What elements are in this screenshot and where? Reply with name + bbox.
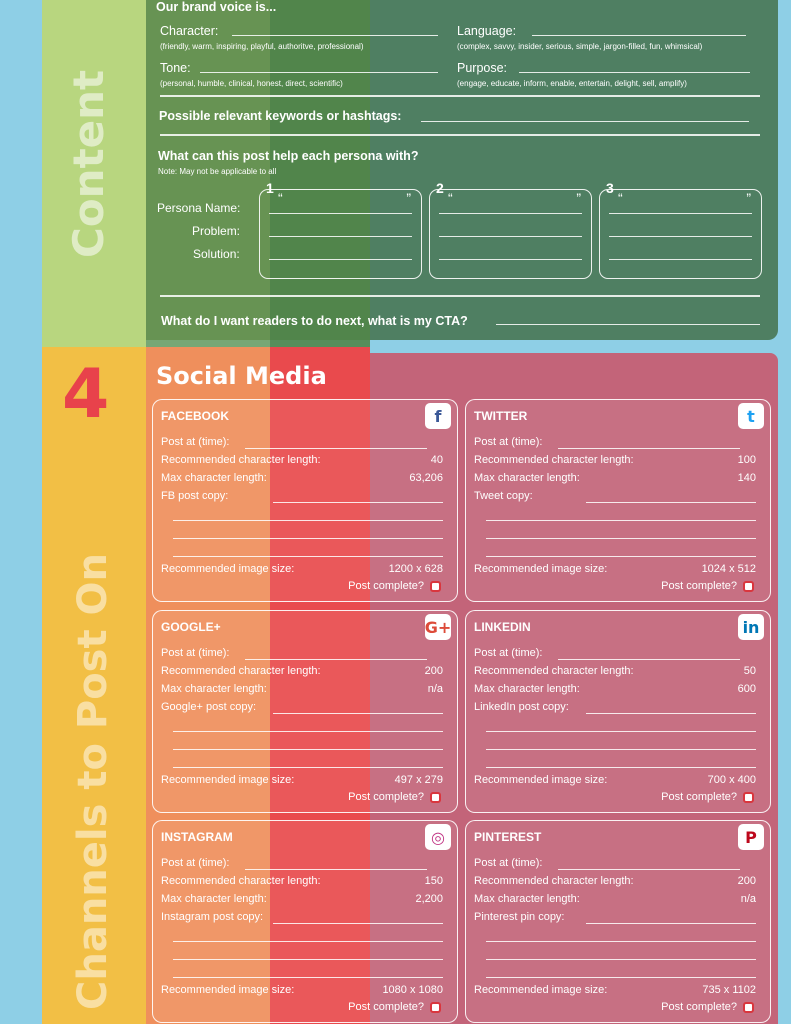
image-size-row-label: Recommended image size: xyxy=(161,563,295,575)
post-copy-row xyxy=(161,701,443,713)
divider xyxy=(160,95,760,97)
post-copy-field[interactable] xyxy=(173,731,443,732)
post-copy-row xyxy=(161,490,443,502)
max-length-row-value: 2,200 xyxy=(415,893,443,905)
recommended-length-row xyxy=(474,454,756,466)
channel-name: FACEBOOK xyxy=(161,409,230,423)
max-length-row xyxy=(161,893,443,905)
image-size-row-label: Recommended image size: xyxy=(474,984,608,996)
max-length-row-value: 140 xyxy=(737,472,756,484)
language-label: Language: xyxy=(457,24,517,38)
max-length-row-label: Max character length: xyxy=(474,683,580,695)
post-complete-checkbox[interactable] xyxy=(430,792,441,803)
image-size-row xyxy=(161,563,443,575)
max-length-row-label: Max character length: xyxy=(474,472,580,484)
image-size-row-value: 497 x 279 xyxy=(394,774,443,786)
google-plus-icon: G+ xyxy=(425,614,451,640)
image-size-row-value: 735 x 1102 xyxy=(702,984,756,996)
channel-name: LINKEDIN xyxy=(474,620,531,634)
post-copy-field[interactable] xyxy=(486,941,756,942)
recommended-length-row-value: 100 xyxy=(737,454,756,466)
post-copy-row-label: Instagram post copy: xyxy=(161,911,264,923)
purpose-label: Purpose: xyxy=(457,61,508,75)
max-length-row xyxy=(474,683,756,695)
social-card-instagram xyxy=(152,820,458,1023)
max-length-row-label: Max character length: xyxy=(474,893,580,905)
twitter-icon: t xyxy=(738,403,764,429)
divider xyxy=(160,134,760,136)
image-size-row xyxy=(474,774,756,786)
persona-card[interactable] xyxy=(429,180,592,279)
post-time-field[interactable] xyxy=(245,869,427,870)
character-field[interactable] xyxy=(232,35,438,36)
post-copy-field[interactable] xyxy=(486,731,756,732)
post-copy-row-label: Google+ post copy: xyxy=(161,701,257,713)
post-copy-field[interactable] xyxy=(486,749,756,750)
persona-heading: What can this post help each persona with? xyxy=(158,149,419,163)
social-card-twitter xyxy=(465,399,771,602)
max-length-row-value: n/a xyxy=(427,683,443,695)
pinterest-icon: P xyxy=(738,824,764,850)
post-copy-field[interactable] xyxy=(173,520,443,521)
open-quote: “ xyxy=(618,190,623,206)
post-time-field[interactable] xyxy=(245,448,427,449)
keywords-label: Possible relevant keywords or hashtags: xyxy=(159,109,402,123)
recommended-length-row xyxy=(161,875,443,887)
language-field[interactable] xyxy=(532,35,746,36)
post-complete xyxy=(661,791,754,803)
recommended-length-row-value: 150 xyxy=(424,875,443,887)
recommended-length-row-label: Recommended character length: xyxy=(161,665,321,677)
post-copy-row xyxy=(474,911,756,923)
post-at-row xyxy=(161,857,443,869)
post-copy-field[interactable] xyxy=(173,538,443,539)
tone-label: Tone: xyxy=(160,61,191,75)
post-at-row xyxy=(161,436,443,448)
tone-field[interactable] xyxy=(200,72,438,73)
persona-field[interactable] xyxy=(609,259,752,260)
cta-label: What do I want readers to do next, what is my CTA? xyxy=(161,314,468,328)
cta-field[interactable] xyxy=(496,324,760,325)
purpose-hint: (engage, educate, inform, enable, entertain, delight, sell, amplify) xyxy=(457,79,687,88)
post-at-row-label: Post at (time): xyxy=(161,857,230,869)
open-quote: “ xyxy=(278,190,283,206)
language-hint: (complex, savvy, insider, serious, simple, jargon-filled, fun, whimsical) xyxy=(457,42,703,51)
max-length-row-value: 600 xyxy=(737,683,756,695)
post-copy-field[interactable] xyxy=(586,713,756,714)
image-size-row-value: 700 x 400 xyxy=(707,774,756,786)
image-size-row-label: Recommended image size: xyxy=(161,984,295,996)
persona-field[interactable] xyxy=(269,213,412,214)
max-length-row-value: n/a xyxy=(740,893,756,905)
post-time-field[interactable] xyxy=(558,869,740,870)
post-copy-field[interactable] xyxy=(486,959,756,960)
close-quote: ” xyxy=(576,190,581,206)
post-copy-row-label: LinkedIn post copy: xyxy=(474,701,569,713)
post-copy-row-label: Pinterest pin copy: xyxy=(474,911,565,923)
post-at-row-label: Post at (time): xyxy=(161,647,230,659)
image-size-row xyxy=(474,984,756,996)
persona-number: 1 xyxy=(266,180,274,196)
post-copy-row xyxy=(474,490,756,502)
post-copy-field[interactable] xyxy=(486,767,756,768)
social-card-pinterest xyxy=(465,820,771,1023)
persona-field[interactable] xyxy=(609,236,752,237)
post-at-row xyxy=(474,647,756,659)
post-at-row-label: Post at (time): xyxy=(474,857,543,869)
post-complete-label: Post complete? xyxy=(348,580,424,592)
image-size-row-label: Recommended image size: xyxy=(474,774,608,786)
post-complete-label: Post complete? xyxy=(661,580,737,592)
persona-number: 2 xyxy=(436,180,444,196)
image-size-row-value: 1200 x 628 xyxy=(388,563,443,575)
recommended-length-row xyxy=(474,875,756,887)
post-complete xyxy=(348,580,441,592)
max-length-row-value: 63,206 xyxy=(409,472,443,484)
post-copy-field[interactable] xyxy=(173,767,443,768)
post-copy-field[interactable] xyxy=(486,556,756,557)
post-at-row xyxy=(474,857,756,869)
persona-field[interactable] xyxy=(269,236,412,237)
problem-label: Problem: xyxy=(192,224,241,238)
post-copy-field[interactable] xyxy=(273,502,443,503)
post-complete-label: Post complete? xyxy=(661,791,737,803)
persona-name-label: Persona Name: xyxy=(157,201,241,215)
post-time-field[interactable] xyxy=(558,659,740,660)
post-copy-field[interactable] xyxy=(173,941,443,942)
sky-left-strip xyxy=(0,0,42,1024)
post-copy-field[interactable] xyxy=(586,502,756,503)
post-copy-field[interactable] xyxy=(173,749,443,750)
linkedin-icon: in xyxy=(738,614,764,640)
image-size-row xyxy=(474,563,756,575)
social-card-facebook xyxy=(152,399,458,602)
post-complete-checkbox[interactable] xyxy=(743,792,754,803)
persona-card[interactable] xyxy=(599,180,762,279)
recommended-length-row-label: Recommended character length: xyxy=(161,454,321,466)
post-complete-label: Post complete? xyxy=(661,1001,737,1013)
post-copy-field[interactable] xyxy=(486,977,756,978)
post-time-field[interactable] xyxy=(245,659,427,660)
post-at-row xyxy=(161,647,443,659)
persona-field[interactable] xyxy=(609,213,752,214)
post-copy-field[interactable] xyxy=(273,923,443,924)
instagram-icon: ◎ xyxy=(425,824,451,850)
character-hint: (friendly, warm, inspiring, playful, authoritve, professional) xyxy=(160,42,364,51)
image-size-row-value: 1024 x 512 xyxy=(701,563,756,575)
post-complete-label: Post complete? xyxy=(348,1001,424,1013)
recommended-length-row-label: Recommended character length: xyxy=(161,875,321,887)
channels-vertical-title: Channels to Post On xyxy=(70,552,116,1010)
recommended-length-row-value: 200 xyxy=(424,665,443,677)
recommended-length-row-value: 40 xyxy=(430,454,443,466)
post-copy-field[interactable] xyxy=(273,713,443,714)
recommended-length-row-value: 50 xyxy=(743,665,756,677)
recommended-length-row xyxy=(161,454,443,466)
post-complete-checkbox[interactable] xyxy=(743,581,754,592)
max-length-row xyxy=(161,472,443,484)
post-at-row xyxy=(474,436,756,448)
post-copy-row xyxy=(474,701,756,713)
image-size-row xyxy=(161,984,443,996)
post-copy-row xyxy=(161,911,443,923)
max-length-row-label: Max character length: xyxy=(161,472,267,484)
channel-name: PINTEREST xyxy=(474,830,542,844)
persona-field[interactable] xyxy=(439,213,582,214)
content-vertical-title: Content xyxy=(64,69,113,258)
persona-note: Note: May not be applicable to all xyxy=(158,167,277,176)
post-at-row-label: Post at (time): xyxy=(161,436,230,448)
post-complete xyxy=(348,1001,441,1013)
image-size-row-label: Recommended image size: xyxy=(161,774,295,786)
post-complete xyxy=(661,1001,754,1013)
divider xyxy=(160,295,760,297)
section-number: 4 xyxy=(62,355,110,434)
post-complete-checkbox[interactable] xyxy=(430,581,441,592)
close-quote: ” xyxy=(406,190,411,206)
post-complete-label: Post complete? xyxy=(348,791,424,803)
post-copy-field[interactable] xyxy=(173,977,443,978)
image-size-row xyxy=(161,774,443,786)
keywords-field[interactable] xyxy=(421,121,749,122)
post-complete xyxy=(661,580,754,592)
social-media-heading: Social Media xyxy=(156,362,327,390)
recommended-length-row xyxy=(161,665,443,677)
social-card-linkedin xyxy=(465,610,771,813)
post-copy-row-label: Tweet copy: xyxy=(474,490,533,502)
max-length-row-label: Max character length: xyxy=(161,683,267,695)
post-copy-row-label: FB post copy: xyxy=(161,490,229,502)
channel-name: GOOGLE+ xyxy=(161,620,221,634)
recommended-length-row-label: Recommended character length: xyxy=(474,875,634,887)
persona-field[interactable] xyxy=(439,236,582,237)
recommended-length-row-value: 200 xyxy=(737,875,756,887)
post-copy-field[interactable] xyxy=(486,520,756,521)
image-size-row-value: 1080 x 1080 xyxy=(382,984,443,996)
recommended-length-row-label: Recommended character length: xyxy=(474,665,634,677)
max-length-row xyxy=(161,683,443,695)
brand-voice-heading: Our brand voice is... xyxy=(156,0,277,14)
post-copy-field[interactable] xyxy=(486,538,756,539)
close-quote: ” xyxy=(746,190,751,206)
purpose-field[interactable] xyxy=(519,72,750,73)
solution-label: Solution: xyxy=(193,247,240,261)
post-at-row-label: Post at (time): xyxy=(474,647,543,659)
max-length-row-label: Max character length: xyxy=(161,893,267,905)
channel-name: TWITTER xyxy=(474,409,528,423)
persona-card[interactable] xyxy=(259,180,422,279)
facebook-icon: f xyxy=(425,403,451,429)
post-complete-checkbox[interactable] xyxy=(430,1002,441,1013)
max-length-row xyxy=(474,472,756,484)
persona-number: 3 xyxy=(606,180,614,196)
post-copy-field[interactable] xyxy=(586,923,756,924)
recommended-length-row-label: Recommended character length: xyxy=(474,454,634,466)
tone-hint: (personal, humble, clinical, honest, direct, scientific) xyxy=(160,79,343,88)
open-quote: “ xyxy=(448,190,453,206)
character-label: Character: xyxy=(160,24,219,38)
channel-name: INSTAGRAM xyxy=(161,830,233,844)
persona-field[interactable] xyxy=(269,259,412,260)
post-copy-field[interactable] xyxy=(173,556,443,557)
social-card-google-plus xyxy=(152,610,458,813)
post-time-field[interactable] xyxy=(558,448,740,449)
post-at-row-label: Post at (time): xyxy=(474,436,543,448)
image-size-row-label: Recommended image size: xyxy=(474,563,608,575)
post-copy-field[interactable] xyxy=(173,959,443,960)
persona-field[interactable] xyxy=(439,259,582,260)
post-complete xyxy=(348,791,441,803)
recommended-length-row xyxy=(474,665,756,677)
post-complete-checkbox[interactable] xyxy=(743,1002,754,1013)
max-length-row xyxy=(474,893,756,905)
